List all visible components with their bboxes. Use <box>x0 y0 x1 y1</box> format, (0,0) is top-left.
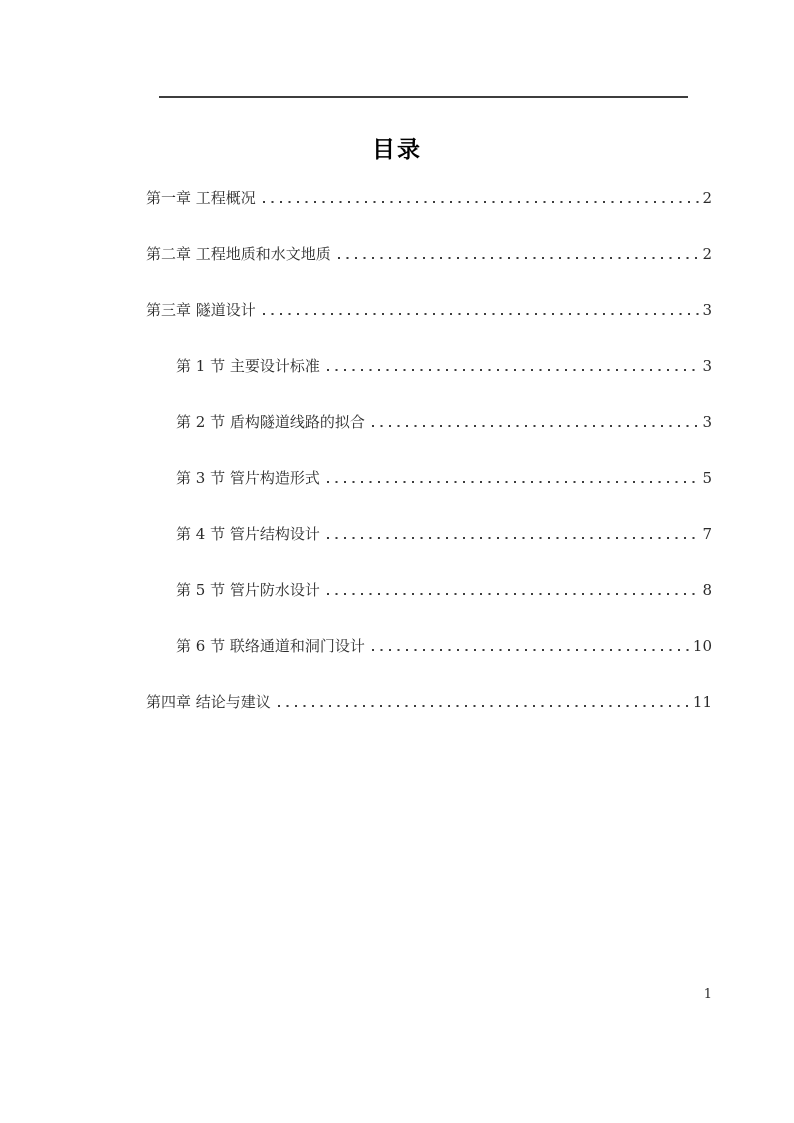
toc-entry-label: 第 5 节 管片防水设计 <box>176 581 320 599</box>
toc-entry-label: 第 4 节 管片结构设计 <box>176 525 320 543</box>
toc-entry-label: 第三章 隧道设计 <box>146 301 256 319</box>
toc-entry[interactable] <box>146 190 712 206</box>
toc-entry-page-number: 8 <box>702 581 712 599</box>
toc-entry-label: 第 2 节 盾构隧道线路的拟合 <box>176 413 365 431</box>
leader-dots <box>327 593 701 595</box>
leader-dots <box>327 537 701 539</box>
leader-dots <box>278 705 691 707</box>
toc-entry[interactable] <box>146 694 712 710</box>
leader-dots <box>372 649 691 651</box>
leader-dots <box>263 201 701 203</box>
toc-entry-label: 第二章 工程地质和水文地质 <box>146 245 331 263</box>
toc-entry-label: 第 6 节 联络通道和洞门设计 <box>176 637 365 655</box>
toc-entry[interactable] <box>146 470 712 486</box>
toc-entry[interactable] <box>146 246 712 262</box>
toc-entry[interactable] <box>146 414 712 430</box>
toc-entry-label: 第一章 工程概况 <box>146 189 256 207</box>
toc-entry-page-number: 5 <box>702 469 712 487</box>
toc-entry-page-number: 2 <box>702 189 712 207</box>
toc-entry-page-number: 7 <box>702 525 712 543</box>
toc-entry-page-number: 3 <box>702 301 712 319</box>
leader-dots <box>327 369 701 371</box>
leader-dots <box>327 481 701 483</box>
toc-entry-label: 第 3 节 管片构造形式 <box>176 469 320 487</box>
toc-entry[interactable] <box>146 302 712 318</box>
leader-dots <box>263 313 701 315</box>
toc-entry-page-number: 3 <box>702 413 712 431</box>
toc-entry-page-number: 2 <box>702 245 712 263</box>
toc-entry-page-number: 3 <box>702 357 712 375</box>
header-rule <box>159 96 688 98</box>
leader-dots <box>372 425 701 427</box>
footer-page-number: 1 <box>703 987 712 1002</box>
toc-entry[interactable] <box>146 582 712 598</box>
toc-entry-page-number: 10 <box>692 637 712 655</box>
toc-entry[interactable] <box>146 526 712 542</box>
toc-entry[interactable] <box>146 358 712 374</box>
leader-dots <box>338 257 701 259</box>
toc-entry-label: 第四章 结论与建议 <box>146 693 271 711</box>
toc-entry-label: 第 1 节 主要设计标准 <box>176 357 320 375</box>
toc-list <box>146 190 712 750</box>
page-title: 目录 <box>372 136 422 163</box>
toc-entry[interactable] <box>146 638 712 654</box>
toc-entry-page-number: 11 <box>692 693 712 711</box>
